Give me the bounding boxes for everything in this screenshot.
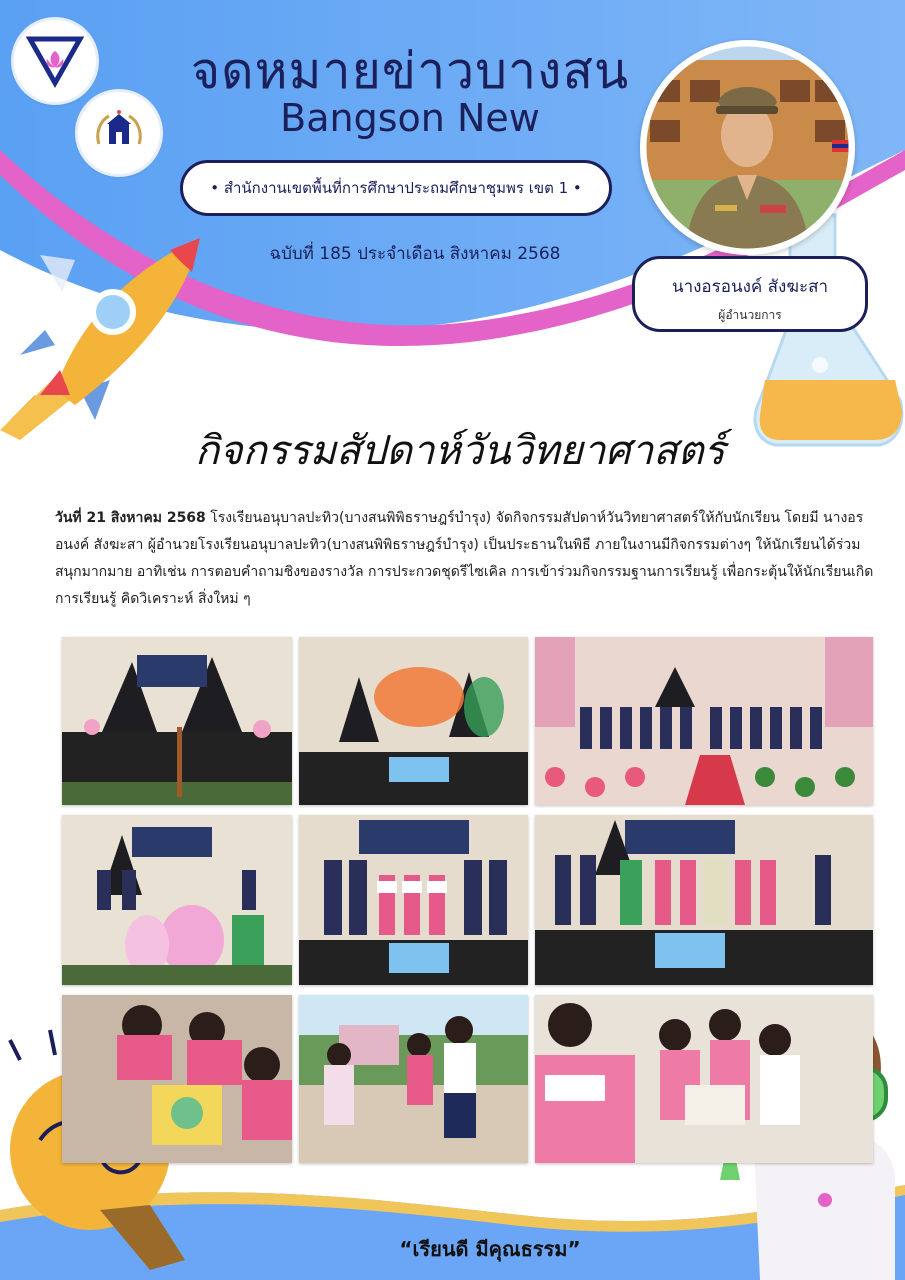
newsletter-title-english: Bangson New	[280, 96, 540, 140]
event-photo-9	[535, 995, 873, 1163]
article-date-lead: วันที่ 21 สิงหาคม 2568	[55, 510, 206, 526]
article-headline: กิจกรรมสัปดาห์วันวิทยาศาสตร์	[194, 428, 726, 474]
article-body-text: โรงเรียนอนุบาลปะทิว(บางสนพิพิธราษฎร์บำรุง) จัดกิจกรรมสัปดาห์วันวิทยาศาสตร์ให้กับนักเรียน โดยมี นางอรอนงค์ สังฆะสา ผู้อำนวยโรงเรียนอนุบาลปะทิว(บางสนพิพิธราษฎร์บำรุง) เป็นประธานในพิธี ภายในงานมีกิจกรรมต่างๆ ให้นักเรียนได้ร่วมสนุกมากมาย อาทิเช่น การตอบคำถามชิงของรางวัล การประกวดชุดรีไซเคิล การเข้าร่วมกิจกรรมฐานการเรียนรู้ เพื่อกระตุ้นให้นักเรียนเกิดการเรียนรู้ คิดวิเคราะห์ สิ่งใหม่ ๆ	[55, 510, 874, 607]
event-photo-5	[299, 815, 528, 985]
school-motto: “เรียนดี มีคุณธรรม”	[399, 1237, 581, 1261]
event-photo-7	[62, 995, 292, 1163]
director-photo-frame	[640, 40, 855, 255]
newsletter-title-thai: จดหมายข่าวบางสน	[190, 42, 630, 100]
school-logo	[78, 92, 160, 174]
article-body	[55, 505, 875, 613]
issue-line: ฉบับที่ 185 ประจำเดือน สิงหาคม 2568	[269, 244, 561, 264]
office-name: • สำนักงานเขตพื้นที่การศึกษาประถมศึกษาชุมพร เขต 1 •	[210, 179, 582, 197]
office-name-pill	[180, 160, 612, 216]
director-name-pill	[632, 256, 868, 332]
director-name: นางอรอนงค์ สังฆะสา	[671, 277, 829, 297]
event-photo-8	[299, 995, 528, 1163]
event-photo-6	[535, 815, 873, 985]
event-photo-2	[299, 637, 528, 805]
office-logo	[14, 20, 96, 102]
director-role: ผู้อำนวยการ	[718, 308, 782, 322]
event-photo-3	[535, 637, 873, 805]
event-photo-1	[62, 637, 292, 805]
director-photo	[640, 40, 855, 255]
event-photo-4	[62, 815, 292, 985]
